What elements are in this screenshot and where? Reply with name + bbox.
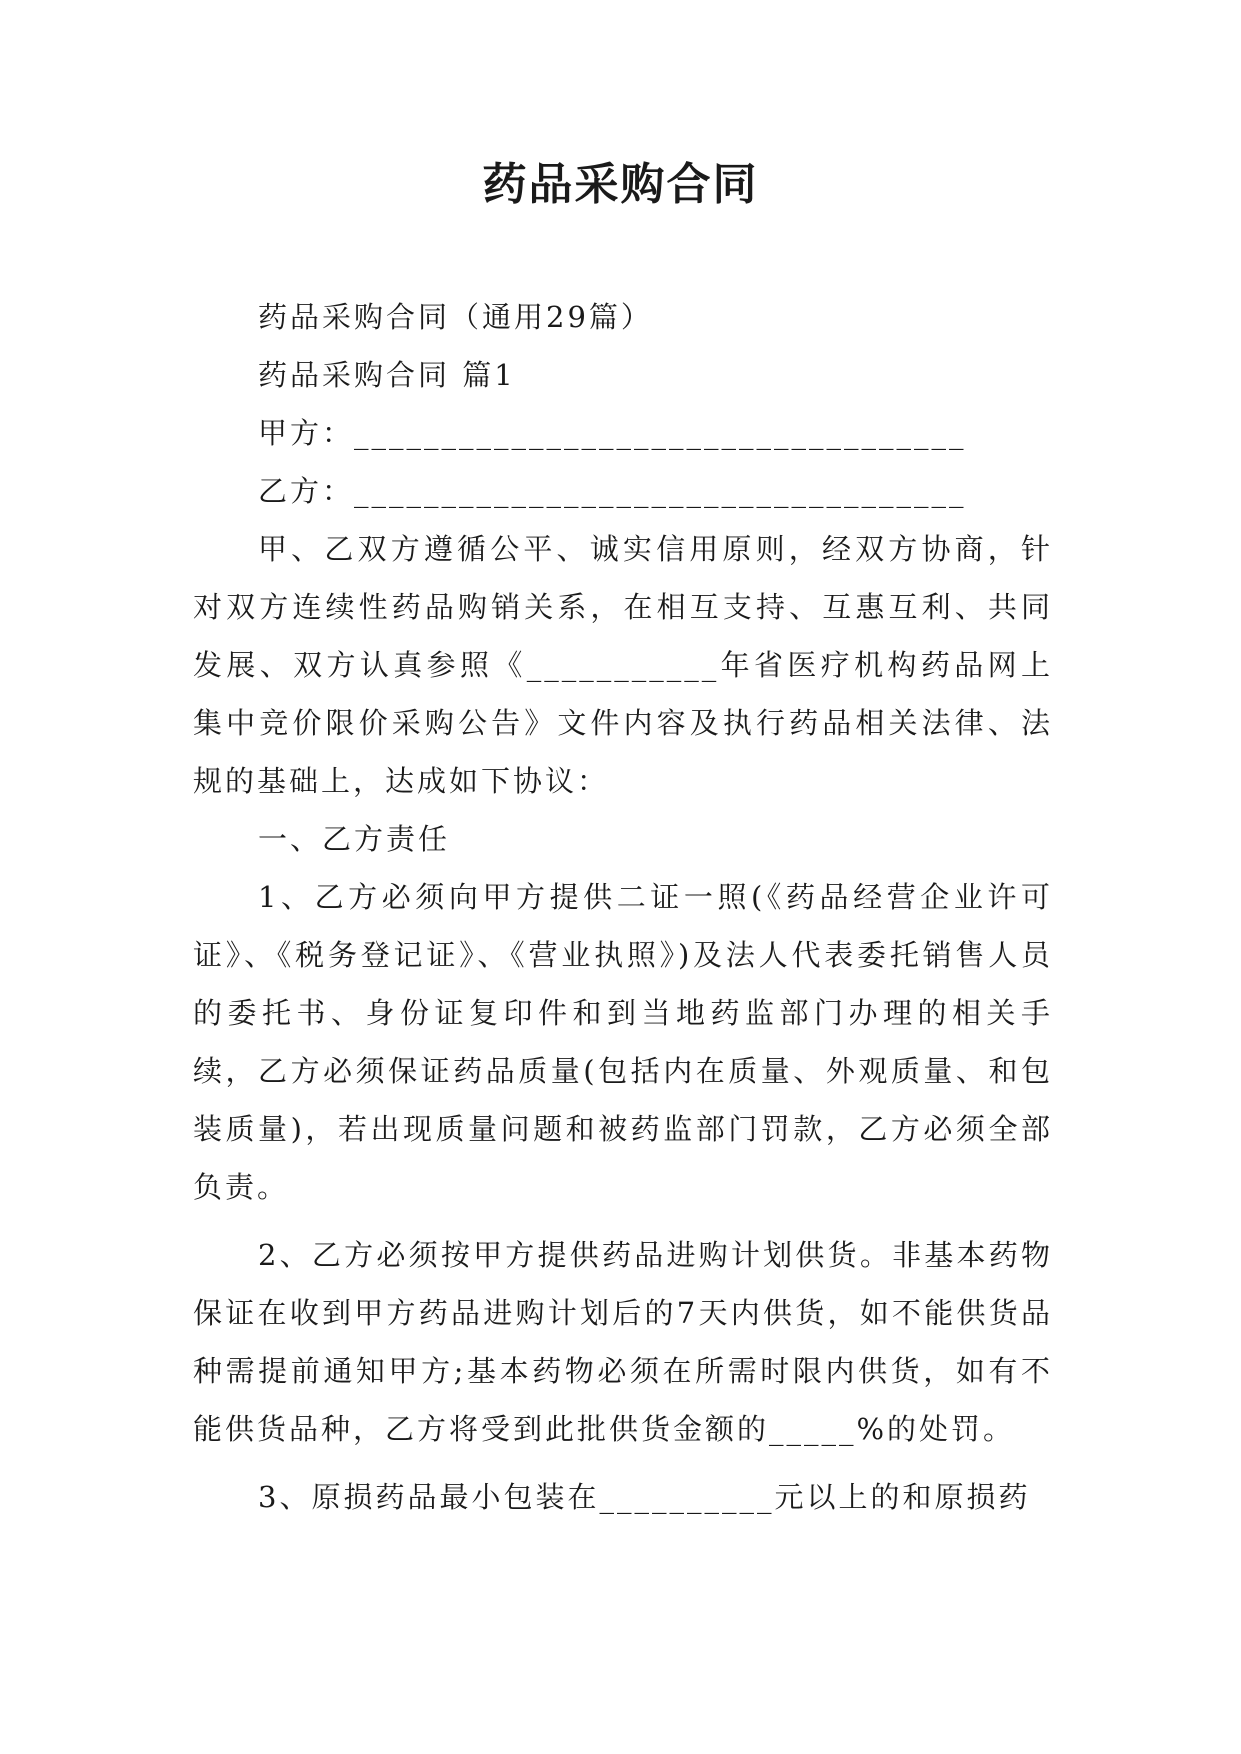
preamble-paragraph: 甲、乙双方遵循公平、诚实信用原则，经双方协商，针对双方连续性药品购销关系，在相互支持、互惠互利、共同发展、双方认真参照《___________年省医疗机构药品网上集中竞价限价采购公告》文件内容及执行药品相关法律、法规的基础上，达成如下协议： [193,532,1053,798]
party-a-line: 甲方：___________________________________ [258,416,967,450]
document-title: 药品采购合同 [482,159,759,210]
document-body [193,288,1053,1526]
subtitle-paragraph: 药品采购合同（通用29篇） [258,300,653,334]
clause-3-paragraph: 3、原损药品最小包装在__________元以上的和原损药 [258,1480,1031,1514]
clause-heading: 一、乙方责任 [258,822,451,856]
party-b-line: 乙方：___________________________________ [258,474,967,508]
clause-1-paragraph: 1、乙方必须向甲方提供二证一照(《药品经营企业许可证》、《税务登记证》、《营业执照》)及法人代表委托销售人员的委托书、身份证复印件和到当地药监部门办理的相关手续，乙方必须保证药品质量(包括内在质量、外观质量、和包装质量)，若出现质量问题和被药监部门罚款，乙方必须全部负责。 [193,880,1053,1204]
clause-2-paragraph: 2、乙方必须按甲方提供药品进购计划供货。非基本药物保证在收到甲方药品进购计划后的7天内供货，如不能供货品种需提前通知甲方;基本药物必须在所需时限内供货，如有不能供货品种，乙方将受到此批供货金额的_____%的处罚。 [193,1238,1053,1446]
section-heading: 药品采购合同 篇1 [258,358,516,392]
